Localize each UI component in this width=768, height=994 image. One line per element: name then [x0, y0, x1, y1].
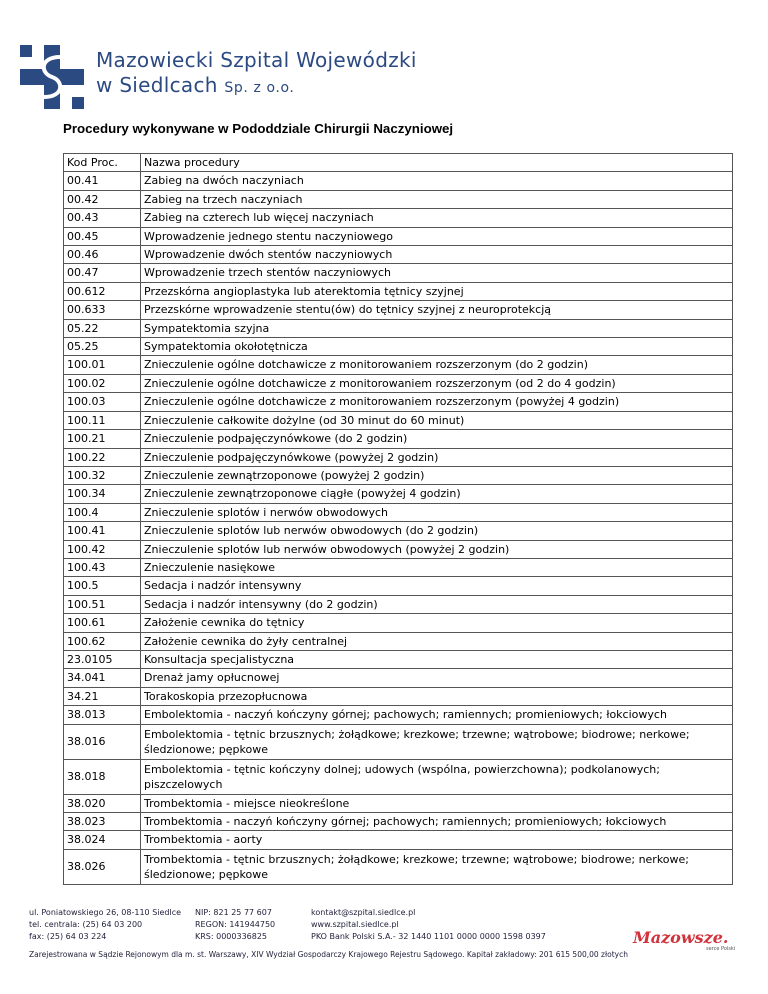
procedure-code: 38.013	[64, 706, 141, 724]
footer-phone: tel. centrala: (25) 64 03 200	[29, 920, 143, 929]
table-row	[64, 172, 733, 190]
procedure-code: 100.42	[64, 540, 141, 558]
table-row	[64, 393, 733, 411]
procedure-name: Trombektomia - miejsce nieokreślone	[141, 794, 733, 812]
procedure-name: Wprowadzenie jednego stentu naczyniowego	[141, 227, 733, 245]
procedure-name: Wprowadzenie trzech stentów naczyniowych	[141, 264, 733, 282]
table-row	[64, 282, 733, 300]
procedure-code: 00.45	[64, 227, 141, 245]
table-row	[64, 650, 733, 668]
mazowsze-tagline: serce Polski	[706, 946, 736, 952]
table-row	[64, 794, 733, 812]
procedure-name: Znieczulenie całkowite dożylne (od 30 minut do 60 minut)	[141, 411, 733, 429]
procedure-name: Założenie cewnika do żyły centralnej	[141, 632, 733, 650]
procedure-code: 00.633	[64, 301, 141, 319]
procedure-name: Trombektomia - tętnic brzusznych; żołądkowe; krezkowe; trzewne; wątrobowe; biodrowe; nerkowe; śledzionowe; pępkowe	[141, 849, 733, 884]
procedure-code: 100.61	[64, 614, 141, 632]
procedure-code: 100.4	[64, 503, 141, 521]
table-row	[64, 466, 733, 484]
procedures-table	[63, 153, 733, 885]
procedure-name: Znieczulenie zewnątrzoponowe ciągłe (powyżej 4 godzin)	[141, 485, 733, 503]
footer-website: www.szpital.siedlce.pl	[311, 920, 399, 929]
procedure-code: 100.41	[64, 522, 141, 540]
procedure-code: 100.22	[64, 448, 141, 466]
table-row	[64, 448, 733, 466]
table-row	[64, 190, 733, 208]
procedure-name: Trombektomia - naczyń kończyny górnej; pachowych; ramiennych; promieniowych; łokciowych	[141, 813, 733, 831]
procedure-name: Znieczulenie splotów i nerwów obwodowych	[141, 503, 733, 521]
footer-bank: PKO Bank Polski S.A.- 32 1440 1101 0000 0000 1598 0397	[311, 932, 546, 941]
document-title: Procedury wykonywane w Pododdziale Chirurgii Naczyniowej	[63, 121, 454, 136]
procedure-name: Embolektomia - tętnic kończyny dolnej; udowych (wspólna, powierzchowna); podkolanowych; piszczelowych	[141, 759, 733, 794]
table-row	[64, 724, 733, 759]
footer-ids	[195, 907, 275, 943]
procedure-name: Torakoskopia przezopłucnowa	[141, 687, 733, 705]
procedure-code: 23.0105	[64, 650, 141, 668]
procedure-code: 00.47	[64, 264, 141, 282]
procedure-code: 100.32	[64, 466, 141, 484]
procedure-name: Zabieg na czterech lub więcej naczyniach	[141, 209, 733, 227]
procedure-name: Znieczulenie zewnątrzoponowe (powyżej 2 godzin)	[141, 466, 733, 484]
table-row	[64, 669, 733, 687]
table-row	[64, 430, 733, 448]
table-row	[64, 374, 733, 392]
procedure-code: 100.43	[64, 558, 141, 576]
column-header-name: Nazwa procedury	[141, 154, 733, 172]
procedure-name: Znieczulenie ogólne dotchawicze z monitorowaniem rozszerzonym (do 2 godzin)	[141, 356, 733, 374]
procedure-code: 38.023	[64, 813, 141, 831]
footer-nip: NIP: 821 25 77 607	[195, 908, 272, 917]
table-row	[64, 301, 733, 319]
procedure-code: 100.01	[64, 356, 141, 374]
procedure-name: Znieczulenie splotów lub nerwów obwodowych (do 2 godzin)	[141, 522, 733, 540]
table-row	[64, 522, 733, 540]
footer-krs: KRS: 0000336825	[195, 932, 268, 941]
procedure-name: Znieczulenie nasiękowe	[141, 558, 733, 576]
procedure-code: 05.22	[64, 319, 141, 337]
procedure-name: Trombektomia - aorty	[141, 831, 733, 849]
procedure-code: 34.041	[64, 669, 141, 687]
procedure-name: Znieczulenie splotów lub nerwów obwodowych (powyżej 2 godzin)	[141, 540, 733, 558]
procedure-name: Sedacja i nadzór intensywny (do 2 godzin)	[141, 595, 733, 613]
procedure-code: 38.026	[64, 849, 141, 884]
table-header-row	[64, 154, 733, 172]
table-row	[64, 264, 733, 282]
table-row	[64, 632, 733, 650]
procedure-code: 100.62	[64, 632, 141, 650]
procedure-code: 00.46	[64, 246, 141, 264]
procedure-name: Zabieg na dwóch naczyniach	[141, 172, 733, 190]
table-row	[64, 411, 733, 429]
procedure-code: 00.612	[64, 282, 141, 300]
table-body	[64, 172, 733, 884]
procedure-code: 100.02	[64, 374, 141, 392]
table-row	[64, 759, 733, 794]
hospital-logo-icon	[20, 43, 84, 111]
hospital-city: w Siedlcach	[96, 73, 218, 97]
table-row	[64, 338, 733, 356]
procedure-code: 100.34	[64, 485, 141, 503]
table-row	[64, 577, 733, 595]
table-row	[64, 319, 733, 337]
hospital-name-line1: Mazowiecki Szpital Wojewódzki	[96, 48, 417, 72]
procedure-code: 05.25	[64, 338, 141, 356]
procedure-name: Zabieg na trzech naczyniach	[141, 190, 733, 208]
procedure-name: Wprowadzenie dwóch stentów naczyniowych	[141, 246, 733, 264]
table-row	[64, 356, 733, 374]
procedure-name: Założenie cewnika do tętnicy	[141, 614, 733, 632]
hospital-name-line2	[96, 73, 294, 97]
procedure-name: Drenaż jamy opłucnowej	[141, 669, 733, 687]
procedure-name: Znieczulenie ogólne dotchawicze z monitorowaniem rozszerzonym (od 2 do 4 godzin)	[141, 374, 733, 392]
procedure-code: 38.018	[64, 759, 141, 794]
table-row	[64, 209, 733, 227]
procedure-name: Sedacja i nadzór intensywny	[141, 577, 733, 595]
procedure-name: Sympatektomia szyjna	[141, 319, 733, 337]
procedure-code: 100.51	[64, 595, 141, 613]
column-header-code: Kod Proc.	[64, 154, 141, 172]
table-row	[64, 595, 733, 613]
procedure-code: 00.43	[64, 209, 141, 227]
table-row	[64, 503, 733, 521]
footer-fax: fax: (25) 64 03 224	[29, 932, 107, 941]
hospital-legal-form: Sp. z o.o.	[224, 80, 295, 96]
mazowsze-logo: Mazowsze.	[633, 928, 729, 947]
table-row	[64, 849, 733, 884]
footer-email: kontakt@szpital.siedlce.pl	[311, 908, 416, 917]
procedure-name: Sympatektomia okołotętnicza	[141, 338, 733, 356]
table-row	[64, 614, 733, 632]
procedure-name: Konsultacja specjalistyczna	[141, 650, 733, 668]
table-row	[64, 246, 733, 264]
table-row	[64, 227, 733, 245]
procedure-name: Znieczulenie podpajęczynówkowe (powyżej 2 godzin)	[141, 448, 733, 466]
table-row	[64, 831, 733, 849]
footer-regon: REGON: 141944750	[195, 920, 276, 929]
procedure-code: 100.21	[64, 430, 141, 448]
procedure-code: 100.5	[64, 577, 141, 595]
procedure-name: Przezskórne wprowadzenie stentu(ów) do tętnicy szyjnej z neuroprotekcją	[141, 301, 733, 319]
table-row	[64, 706, 733, 724]
footer-registration: Zarejestrowana w Sądzie Rejonowym dla m. st. Warszawy, XIV Wydział Gospodarczy Krajowego Rejestru Sądowego. Kapitał zakładowy: 201 615 500,00 złotych	[29, 950, 628, 959]
table-row	[64, 813, 733, 831]
procedure-code: 38.020	[64, 794, 141, 812]
procedure-name: Znieczulenie podpajęczynówkowe (do 2 godzin)	[141, 430, 733, 448]
procedure-code: 38.024	[64, 831, 141, 849]
procedure-name: Znieczulenie ogólne dotchawicze z monitorowaniem rozszerzonym (powyżej 4 godzin)	[141, 393, 733, 411]
procedure-code: 100.11	[64, 411, 141, 429]
table-row	[64, 485, 733, 503]
procedure-code: 34.21	[64, 687, 141, 705]
footer-contact	[29, 907, 181, 943]
procedure-code: 00.41	[64, 172, 141, 190]
procedure-code: 100.03	[64, 393, 141, 411]
procedure-name: Embolektomia - naczyń kończyny górnej; pachowych; ramiennych; promieniowych; łokciowych	[141, 706, 733, 724]
footer-online	[311, 907, 546, 943]
table-row	[64, 540, 733, 558]
procedure-name: Przezskórna angioplastyka lub aterektomia tętnicy szyjnej	[141, 282, 733, 300]
procedure-code: 00.42	[64, 190, 141, 208]
footer-address: ul. Poniatowskiego 26, 08-110 Siedlce	[29, 908, 182, 917]
table-row	[64, 558, 733, 576]
table-row	[64, 687, 733, 705]
procedure-code: 38.016	[64, 724, 141, 759]
procedure-name: Embolektomia - tętnic brzusznych; żołądkowe; krezkowe; trzewne; wątrobowe; biodrowe; nerkowe; śledzionowe; pępkowe	[141, 724, 733, 759]
